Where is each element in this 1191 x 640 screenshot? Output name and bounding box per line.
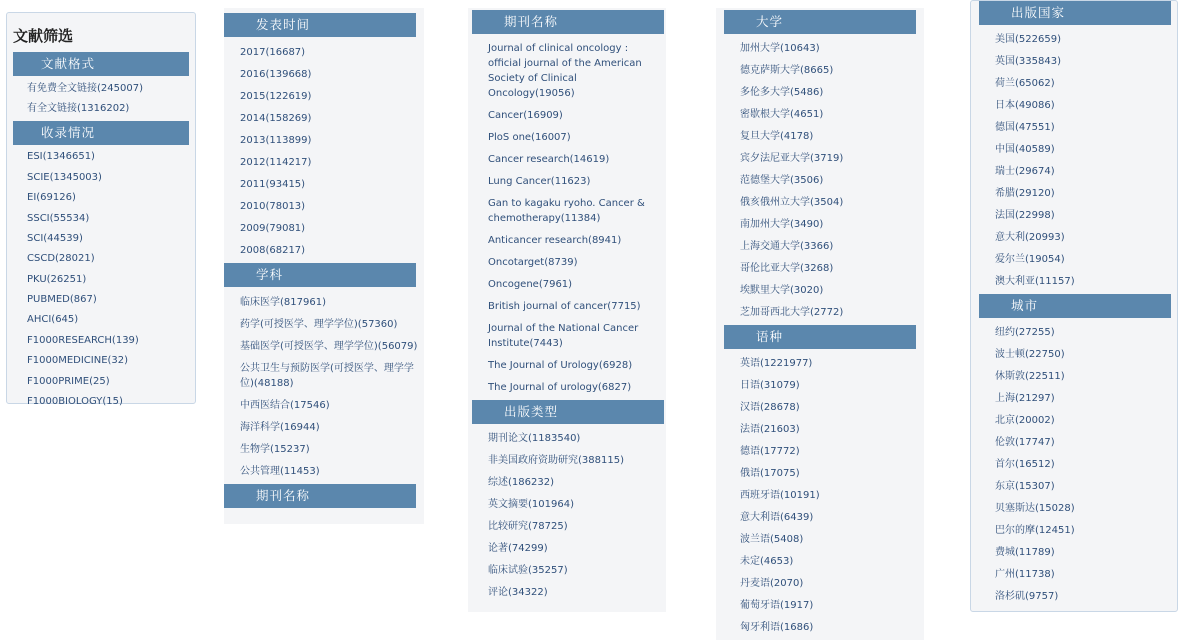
filter-option[interactable]: 2012(114217) [240, 156, 312, 168]
filter-panel-university-language [716, 8, 924, 640]
filter-option[interactable]: 未定(4653) [740, 555, 794, 567]
filter-option[interactable]: 有免费全文链接(245007) [27, 82, 143, 94]
filter-option[interactable]: Journal of clinical oncology : official journal of the American Society of Clinical Oncology(19056) [488, 42, 642, 99]
filter-option[interactable]: Lung Cancer(11623) [488, 175, 591, 187]
filter-option[interactable]: 上海(21297) [995, 392, 1055, 404]
filter-option[interactable]: 广州(11738) [995, 568, 1055, 580]
filter-option[interactable]: 东京(15307) [995, 480, 1055, 492]
filter-option[interactable]: SCIE(1345003) [27, 171, 102, 183]
filter-option[interactable]: F1000BIOLOGY(15) [27, 395, 123, 407]
filter-option[interactable]: 意大利语(6439) [740, 511, 814, 523]
filter-option[interactable]: 希腊(29120) [995, 187, 1055, 199]
section-header: 出版国家 [979, 1, 1171, 25]
filter-option[interactable]: 首尔(16512) [995, 458, 1055, 470]
filter-option[interactable]: Gan to kagaku ryoho. Cancer & chemotherapy(11384) [488, 197, 645, 224]
filter-option[interactable]: 德国(47551) [995, 121, 1055, 133]
filter-option[interactable]: 丹麦语(2070) [740, 577, 804, 589]
filter-option[interactable]: 评论(34322) [488, 586, 548, 598]
section-header: 语种 [724, 325, 916, 349]
filter-option[interactable]: 范德堡大学(3506) [740, 174, 824, 186]
panel1-sections [13, 52, 189, 414]
filter-option[interactable]: 俄亥俄州立大学(3504) [740, 196, 844, 208]
filter-option[interactable]: 公共管理(11453) [240, 465, 320, 477]
filter-option[interactable]: 西班牙语(10191) [740, 489, 820, 501]
filter-list [224, 37, 424, 263]
filter-option[interactable]: PUBMED(867) [27, 294, 97, 306]
filter-option[interactable]: 日语(31079) [740, 379, 800, 391]
filter-option[interactable]: 埃默里大学(3020) [740, 284, 824, 296]
filter-option[interactable]: AHCI(645) [27, 314, 79, 326]
filter-option[interactable]: 海洋科学(16944) [240, 421, 320, 433]
section-header: 收录情况 [13, 121, 189, 145]
filter-option[interactable]: 中西医结合(17546) [240, 399, 330, 411]
filter-option[interactable]: 爱尔兰(19054) [995, 253, 1065, 265]
filter-option[interactable]: 生物学(15237) [240, 443, 310, 455]
panel2-sections [224, 13, 424, 514]
filter-option[interactable]: Oncogene(7961) [488, 278, 573, 290]
filter-option[interactable]: 2014(158269) [240, 112, 312, 124]
section-header: 期刊名称 [224, 484, 416, 508]
filter-option[interactable]: 论著(74299) [488, 542, 548, 554]
filter-option[interactable]: 法语(21603) [740, 423, 800, 435]
filter-option[interactable]: 加州大学(10643) [740, 42, 820, 54]
filter-option[interactable]: F1000RESEARCH(139) [27, 334, 139, 346]
filter-option[interactable]: Oncotarget(8739) [488, 256, 578, 268]
filter-option[interactable]: 波士顿(22750) [995, 348, 1065, 360]
filter-option[interactable]: 2011(93415) [240, 178, 306, 190]
filter-option[interactable]: EI(69126) [27, 192, 76, 204]
filter-option[interactable]: 英语(1221977) [740, 357, 813, 369]
filter-option[interactable]: 2013(113899) [240, 134, 312, 146]
filter-option[interactable]: The Journal of Urology(6928) [488, 359, 633, 371]
filter-option[interactable]: 芝加哥西北大学(2772) [740, 306, 844, 318]
filter-option[interactable]: 比较研究(78725) [488, 520, 568, 532]
filter-option[interactable]: 2016(139668) [240, 68, 312, 80]
filter-option[interactable]: F1000MEDICINE(32) [27, 355, 129, 367]
filter-option[interactable]: SCI(44539) [27, 232, 83, 244]
filter-list [13, 76, 189, 121]
filter-option[interactable]: 中国(40589) [995, 143, 1055, 155]
filter-option[interactable]: 德克萨斯大学(8665) [740, 64, 834, 76]
filter-option[interactable]: 费城(11789) [995, 546, 1055, 558]
filter-option[interactable]: 波兰语(5408) [740, 533, 804, 545]
filter-option[interactable]: CSCD(28021) [27, 253, 95, 265]
filter-option[interactable]: 综述(186232) [488, 476, 554, 488]
filter-option[interactable]: 2015(122619) [240, 90, 312, 102]
filter-option[interactable]: 2009(79081) [240, 222, 306, 234]
filter-option[interactable]: British journal of cancer(7715) [488, 300, 641, 312]
filter-option[interactable]: 2008(68217) [240, 244, 306, 256]
filter-option[interactable]: 巴尔的摩(12451) [995, 524, 1075, 536]
filter-option[interactable]: SSCI(55534) [27, 212, 90, 224]
filter-option[interactable]: 澳大利亚(11157) [995, 275, 1075, 287]
section-header: 大学 [724, 10, 916, 34]
filter-option[interactable]: 伦敦(17747) [995, 436, 1055, 448]
filter-option[interactable]: 荷兰(65062) [995, 77, 1055, 89]
filter-option[interactable]: 非美国政府资助研究(388115) [488, 454, 624, 466]
filter-option[interactable]: 葡萄牙语(1917) [740, 599, 814, 611]
filter-option[interactable]: 2010(78013) [240, 200, 306, 212]
filter-panel-formats [6, 12, 196, 407]
filter-option[interactable]: 英国(335843) [995, 55, 1061, 67]
filter-option[interactable]: 美国(522659) [995, 33, 1061, 45]
filter-option[interactable]: 英文摘要(101964) [488, 498, 574, 510]
filter-option[interactable]: ESI(1346651) [27, 151, 95, 163]
filter-panel-journals [468, 8, 666, 612]
filter-panel-country-city [970, 0, 1178, 612]
filter-option[interactable]: The Journal of urology(6827) [488, 381, 632, 393]
filter-option[interactable]: PKU(26251) [27, 273, 87, 285]
filter-list [979, 318, 1169, 609]
filter-panel-time-subject [224, 8, 424, 524]
filter-option[interactable]: F1000PRIME(25) [27, 375, 110, 387]
filter-option[interactable]: 密歇根大学(4651) [740, 108, 824, 120]
panel-title: 文献筛选 [13, 27, 74, 45]
filter-option[interactable]: 法国(22998) [995, 209, 1055, 221]
filter-option[interactable]: 意大利(20993) [995, 231, 1065, 243]
filter-option[interactable]: 药学(可授医学、理学学位)(57360) [240, 318, 398, 330]
filter-list [472, 34, 666, 400]
panel5-sections [979, 1, 1169, 609]
panel4-sections [724, 10, 924, 640]
section-header: 出版类型 [472, 400, 664, 424]
filter-option[interactable]: 临床医学(817961) [240, 296, 326, 308]
filter-option[interactable]: 匈牙利语(1686) [740, 621, 814, 633]
filter-option[interactable]: 临床试验(35257) [488, 564, 568, 576]
filter-option[interactable]: 俄语(17075) [740, 467, 800, 479]
filter-option[interactable]: 上海交通大学(3366) [740, 240, 834, 252]
filter-option[interactable]: 公共卫生与预防医学(可授医学、理学学位)(48188) [240, 362, 414, 389]
filter-option[interactable]: 日本(49086) [995, 99, 1055, 111]
filter-option[interactable]: Cancer(16909) [488, 109, 563, 121]
filter-option[interactable]: 纽约(27255) [995, 326, 1055, 338]
section-header: 城市 [979, 294, 1171, 318]
filter-option[interactable]: 宾夕法尼亚大学(3719) [740, 152, 844, 164]
filter-option[interactable]: 休斯敦(22511) [995, 370, 1065, 382]
filter-option[interactable]: 洛杉矶(9757) [995, 590, 1059, 602]
filter-option[interactable]: PloS one(16007) [488, 131, 571, 143]
filter-option[interactable]: 瑞士(29674) [995, 165, 1055, 177]
filter-option[interactable]: 南加州大学(3490) [740, 218, 824, 230]
section-header: 期刊名称 [472, 10, 664, 34]
section-header: 发表时间 [224, 13, 416, 37]
filter-list [724, 34, 924, 325]
filter-option[interactable]: 有全文链接(1316202) [27, 103, 130, 115]
filter-option[interactable]: 汉语(28678) [740, 401, 800, 413]
filter-list [472, 424, 666, 605]
filter-option[interactable]: 德语(17772) [740, 445, 800, 457]
filter-option[interactable]: Anticancer research(8941) [488, 234, 622, 246]
section-header: 学科 [224, 263, 416, 287]
filter-option[interactable]: 多伦多大学(5486) [740, 86, 824, 98]
filter-list [224, 508, 424, 514]
filter-option[interactable]: 2017(16687) [240, 46, 306, 58]
filter-list [724, 349, 924, 640]
filter-option[interactable]: 哥伦比亚大学(3268) [740, 262, 834, 274]
section-header: 文献格式 [13, 52, 189, 76]
filter-list [979, 25, 1169, 294]
filter-option[interactable]: 基础医学(可授医学、理学学位)(56079) [240, 340, 418, 352]
filter-list [224, 287, 424, 484]
filter-option[interactable]: 北京(20002) [995, 414, 1055, 426]
filter-option[interactable]: 期刊论文(1183540) [488, 432, 581, 444]
filter-list [13, 145, 189, 414]
panel3-sections [472, 10, 666, 605]
filter-option[interactable]: 复旦大学(4178) [740, 130, 814, 142]
filter-option[interactable]: Journal of the National Cancer Institute(7443) [488, 322, 639, 349]
filter-option[interactable]: Cancer research(14619) [488, 153, 610, 165]
filter-option[interactable]: 贝塞斯达(15028) [995, 502, 1075, 514]
